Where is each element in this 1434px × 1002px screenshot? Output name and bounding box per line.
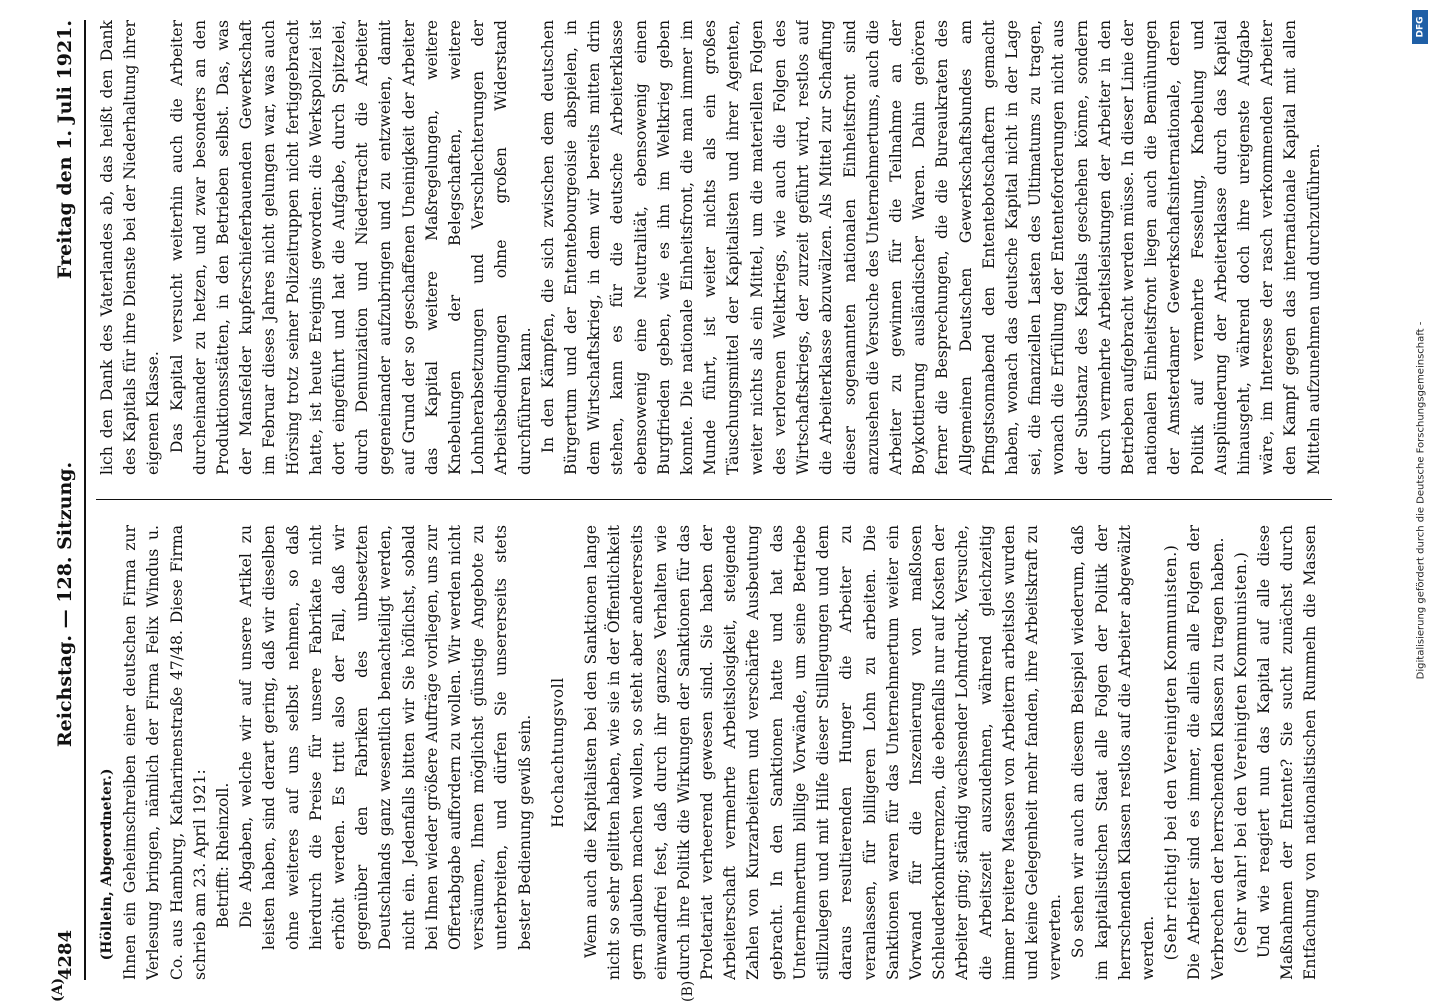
- letter-body: Die Abgaben, welche wir auf unsere Artikel zu leisten haben, sind derart gering, daß wir dieselben ohne weiteres auf uns selbst nehmen, so daß hierdurch die Preise für unsere Fabrikate nicht erhöht werden. Es tritt also der Fall, daß wir gegenüber den Fabriken des unbesetzten Deutschlands ganz wesentlich benachteiligt werden, nicht ein. Jedenfalls bitten wir Sie höflichst, sobald bei Ihnen wieder größere Aufträge vorliegen, uns zur Offertabgabe auffordern zu wollen. Wir werden nicht versäumen, Ihnen möglichst günstige Angebote zu unterbreiten, und dürfen Sie unsererseits stets bester Bedienung gewiß sein.: [235, 525, 537, 950]
- left-column: [96, 525, 1326, 980]
- interjection: (Sehr wahr! bei den Vereinigten Kommunisten.): [1230, 525, 1253, 980]
- right-column: [96, 20, 1326, 475]
- column-divider: [96, 499, 1332, 500]
- interjection: (Sehr richtig! bei den Vereinigten Kommunisten.): [1160, 525, 1183, 980]
- header-rule: [84, 20, 86, 980]
- session-title: Reichstag. — 128. Sitzung.: [54, 462, 76, 747]
- paragraph: Wenn auch die Kapitalisten bei den Sanktionen lange nicht so sehr gelitten haben, wie sie in der Öffentlichkeit gern glauben machen wollen, so steht aber andererseits einwandfrei fest, daß durch ihr ganzes Verhalten wie durch ihre Politik die Wirkungen der Sanktionen für das Proletariat verheerend gewesen sind. Sie haben der Arbeiterschaft vermehrte Arbeitslosigkeit, steigende Zahlen von Kurzarbeitern und verschärfte Ausbeutung gebracht. In den Sanktionen hatte und hat das Unternehmertum billige Vorwände, um seine Betriebe stillzulegen und mit Hilfe dieser Stilllegungen und dem daraus resultierenden Hunger die Arbeiter zu veranlassen, für billigeren Lohn zu arbeiten. Die Sanktionen waren für das Unternehmertum weiter ein Vorwand für die Inszenierung von maßlosen Schleuderkonkurrenzen, die ebenfalls nur auf Kosten der Arbeiter ging; ständig wachsender Lohndruck, Versuche, die Arbeitszeit auszudehnen, während gleichzeitig immer breitere Massen von Arbeitern arbeitslos wurden und keine Gelegenheit mehr fanden, ihre Arbeitskraft zu verwerten.: [580, 525, 1067, 980]
- paragraph: In den Kämpfen, die sich zwischen dem deutschen Bürgertum und der Ententebourgeoisie abspielen, in dem Wirtschaftskrieg, in dem wir bereits mitten drin stehen, kann es für die deutsche Arbeiterklasse ebensowenig eine Neutralität, ebensowenig einen Burgfrieden geben, wie es ihn im Weltkrieg geben konnte. Die nationale Einheitsfront, die man immer im Munde führt, ist weiter nichts als ein großes Täuschungsmittel der Kapitalisten und ihrer Agenten, weiter nichts als ein Mittel, um die materiellen Folgen des verlorenen Weltkriegs, wie auch die Folgen des Wirtschaftskriegs, der zurzeit geführt wird, restlos auf die Arbeiterklasse abzuwälzen. Als Mittel zur Schaffung dieser sogenannten nationalen Einheitsfront sind anzusehen die Versuche des Unternehmertums, auch die Arbeiter zu gewinnen für die Teilnahme an der Boykottierung ausländischer Waren. Dahin gehören ferner die Besprechungen, die die Bureaukraten des Allgemeinen Deutschen Gewerkschaftsbundes am Pfingstsonnabend den Ententebotschaftern gemacht haben, wonach das deutsche Kapital nicht in der Lage sei, die finanziellen Lasten des Ultimatums zu tragen, wonach die Erfüllung der Ententeforderungen nicht aus der Substanz des Kapitals geschehen könne, sondern durch vermehrte Arbeitsleistungen der Arbeiter in den Betrieben aufgebracht werden müsse. In dieser Linie der nationalen Einheitsfront liegen auch die Bemühungen der Amsterdamer Gewerkschaftsinternationale, deren Politik auf vermehrte Fesselung, Knebelung und Ausplünderung der Arbeiterklasse durch das Kapital hinausgeht, während doch ihre ureigenste Aufgabe wäre, im Interesse der rasch verkommenden Arbeiter den Kampf gegen das internationale Kapital mit allen Mitteln aufzunehmen und durchzuführen.: [537, 20, 1326, 475]
- paragraph: Und wie reagiert nun das Kapital auf alle diese Maßnahmen der Entente? Sie sucht zunächst durch Entfachung von nationalistischen Rummeln die Massen: [1253, 525, 1326, 980]
- session-date: Freitag den 1. Juli 1921.: [54, 20, 76, 279]
- speaker-line: (Höllein, Abgeordneter.): [96, 525, 119, 980]
- paragraph: lich den Dank des Vaterlandes ab, das heißt den Dank des Kapitals für ihre Dienste bei der Niederhaltung ihrer eigenen Klasse.: [96, 20, 166, 475]
- paragraph: Das Kapital versucht weiterhin auch die Arbeiter durcheinander zu hetzen, und zwar besonders an den Produktionsstätten, in den Betrieben selbst. Das, was der Mansfelder kupferschieferbauenden Gewerkschaft im Februar dieses Jahres nicht gelungen war, was auch Hörsing trotz seiner Polizeitruppen nicht fertiggebracht hatte, ist heute Ereignis geworden: die Werkspolizei ist dort eingeführt und hat die Aufgabe, durch Spitzelei, durch Denunziation und Niedertracht die Arbeiter gegeneinander aufzubringen und zu entzweien, damit auf Grund der so geschaffenen Uneinigkeit der Arbeiter das Kapital weitere Maßregelungen, weitere Knebelungen der Belegschaften, weitere Lohnherabsetzungen und Verschlechterungen der Arbeitsbedingungen ohne großen Widerstand durchführen kann.: [166, 20, 537, 475]
- printed-page: [40, 0, 1400, 1000]
- letter-closing: Hochachtungsvoll: [547, 525, 570, 980]
- digitization-credit: [1407, 0, 1434, 1000]
- letter-intro: Ihnen ein Geheimschreiben einer deutschen Firma zur Verlesung bringen, nämlich der Firma Felix Windus u. Co. aus Hamburg, Katharinenstraße 47/48. Diese Firma schrieb am 23. April 1921:: [119, 525, 212, 980]
- margin-marker-b: (B): [680, 981, 696, 1002]
- page-number: 4284: [55, 930, 76, 980]
- paragraph: Die Arbeiter sind es immer, die allein alle Folgen der Verbrechen der herrschenden Klassen zu tragen haben.: [1183, 525, 1229, 980]
- letter-subject: Betrifft: Rheinzoll.: [212, 525, 235, 950]
- paragraph: So sehen wir auch an diesem Beispiel wiederum, daß im kapitalistischen Staat alle Folgen der Politik der herrschenden Klassen restlos auf die Arbeiter abgewälzt werden.: [1067, 525, 1160, 980]
- page-header: [48, 20, 82, 980]
- credit-text: Digitalisierung gefördert durch die Deutsche Forschungsgemeinschaft -: [1415, 321, 1426, 679]
- margin-marker-a: (A): [50, 978, 66, 1002]
- dfg-logo-icon: DFG: [1412, 10, 1428, 44]
